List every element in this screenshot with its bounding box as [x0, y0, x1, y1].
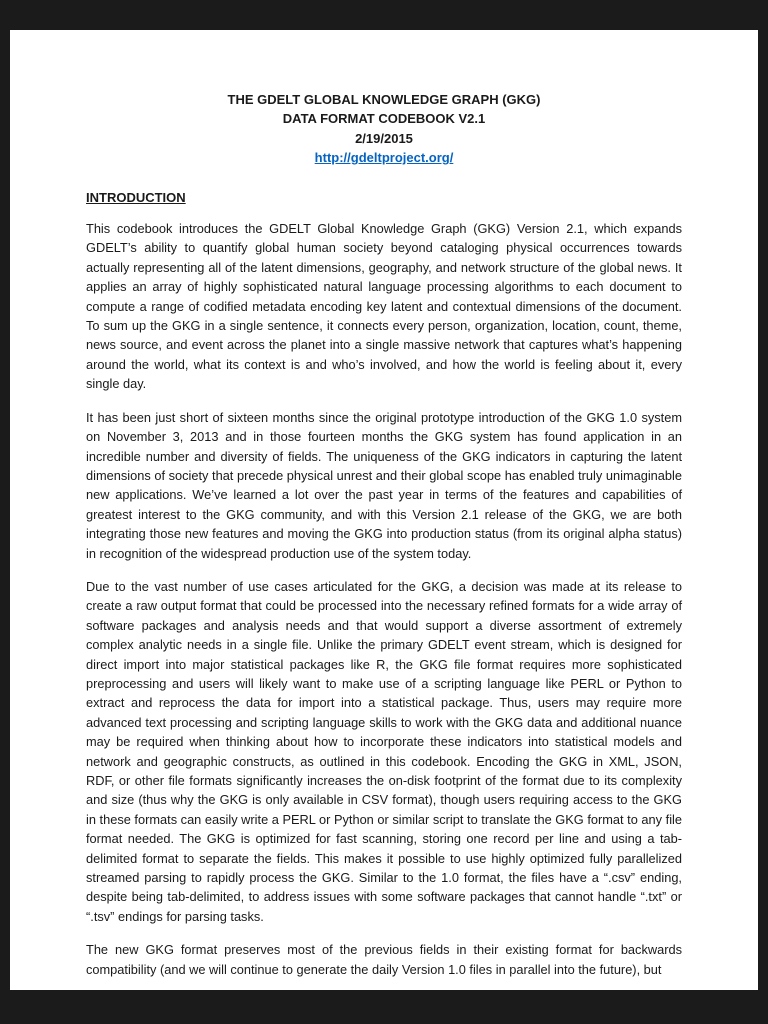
paragraph-4: The new GKG format preserves most of the previous fields in their existing format for backwards compatibility (and we will continue to generate the daily Version 1.0 files in parallel into the future), but [86, 942, 682, 977]
paragraph-1: This codebook introduces the GDELT Global Knowledge Graph (GKG) Version 2.1, which expands GDELT’s ability to quantify global human society beyond cataloging physical occurrences towards actually representing all of the latent dimensions, geography, and network structure of the global news. It applies an array of highly sophisticated natural language processing algorithms to each document to compute a range of codified metadata encoding key latent and contextual dimensions of the document. To sum up the GKG in a single sentence, it connects every person, organization, location, count, theme, news source, and event across the planet into a single massive network that captures what’s happening around the world, what its context is and who’s involved, and how the world is feeling about it, every single day. [86, 221, 682, 392]
document-date: 2/19/2015 [355, 130, 413, 146]
paragraph-2: It has been just short of sixteen months since the original prototype introduction of the GKG 1.0 system on November 3, 2013 and in those fourteen months the GKG system has found application in an incredible number and diversity of fields. The uniqueness of the GKG indicators in capturing the latent dimensions of society that precede physical unrest and their global scope has enabled truly unimaginable new applications. We’ve learned a lot over the past year in terms of the features and capabilities of greatest interest to the GKG community, and with this Version 2.1 release of the GKG, we are both integrating those new features and moving the GKG into production status (from its original alpha status) in recognition of the widespread production use of the system today. [86, 409, 682, 561]
paragraph-3: Due to the vast number of use cases articulated for the GKG, a decision was made at its release to create a raw output format that could be processed into the necessary refined formats for a wide array of software packages and analysis needs and that would support a diverse assortment of extremely complex analytic needs in a single file. Unlike the primary GDELT event stream, which is designed for direct import into major statistical packages like R, the GKG file format requires more sophisticated preprocessing and users will likely want to make use of a scripting language like PERL or Python to extract and reprocess the data for import into a statistical package. Thus, users may require more advanced text processing and scripting language skills to work with the GKG data and additional nuance may be required when thinking about how to incorporate these indicators into statistical models and network and geographic constructs, as outlined in this codebook. Encoding the GKG in XML, JSON, RDF, or other file formats significantly increases the on-disk footprint of the format due to its complexity and size (thus why the GKG is only available in CSV format), though users requiring access to the GKG in these formats can easily write a PERL or Python or similar script to translate the GKG format to any file format needed. The GKG is optimized for fast scanning, storing one record per line and using a tab-delimited format to separate the fields. This makes it possible to use highly optimized fully parallelized streamed parsing to rapidly process the GKG. Similar to the 1.0 format, the files have a “.csv” ending, despite being tab-delimited, to address issues with some software packages that cannot handle “.txt” or “.tsv” endings for parsing tasks. [86, 578, 682, 924]
document-page [10, 30, 758, 990]
gdeltproject-link[interactable]: http://gdeltproject.org/ [314, 150, 454, 166]
document-title-line-1: THE GDELT GLOBAL KNOWLEDGE GRAPH (GKG) [227, 92, 541, 107]
viewer-top-bar [0, 0, 768, 30]
document-title-line-2: DATA FORMAT CODEBOOK V2.1 [282, 111, 486, 127]
document-title-block [86, 90, 682, 168]
viewer-bottom-bar [0, 990, 768, 1024]
section-heading-introduction: INTRODUCTION [86, 189, 186, 205]
